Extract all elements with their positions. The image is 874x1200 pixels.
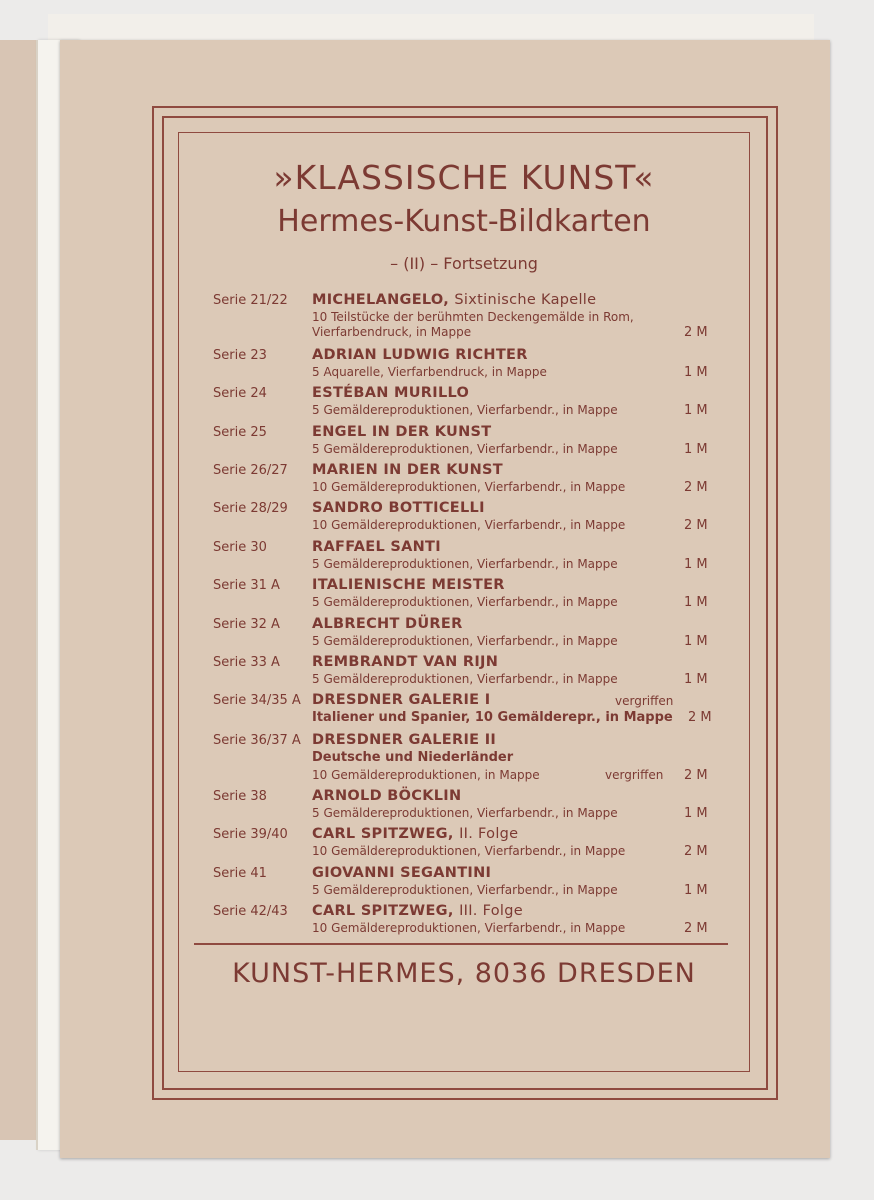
series-title-main: ARNOLD BÖCKLIN bbox=[312, 788, 462, 804]
series-title bbox=[312, 654, 498, 670]
catalog-part: – (II) – Fortsetzung bbox=[390, 254, 538, 273]
series-title bbox=[312, 424, 492, 440]
series-price: 1 M bbox=[684, 557, 708, 572]
series-number: Serie 26/27 bbox=[213, 463, 288, 478]
series-description: 5 Aquarelle, Vierfarbendruck, in Mappe bbox=[312, 365, 547, 379]
series-price: 2 M bbox=[684, 325, 708, 340]
series-description: 5 Gemäldereproduktionen, Vierfarbendr., in Mappe bbox=[312, 595, 618, 609]
series-number: Serie 33 A bbox=[213, 655, 280, 670]
series-price: 1 M bbox=[684, 883, 708, 898]
series-title bbox=[312, 903, 523, 919]
series-price: 1 M bbox=[684, 672, 708, 687]
series-title-main: ESTÉBAN MURILLO bbox=[312, 385, 470, 401]
series-description: 10 Gemäldereproduktionen, in Mappe bbox=[312, 768, 540, 782]
series-number: Serie 25 bbox=[213, 425, 267, 440]
series-title bbox=[312, 616, 463, 632]
series-description: 10 Gemäldereproduktionen, Vierfarbendr., in Mappe bbox=[312, 518, 626, 532]
series-title bbox=[312, 788, 461, 804]
series-number: Serie 31 A bbox=[213, 578, 280, 593]
series-title bbox=[312, 826, 518, 842]
series-title-main: GIOVANNI SEGANTINI bbox=[312, 865, 492, 881]
series-title-main: REMBRANDT VAN RIJN bbox=[312, 654, 499, 670]
availability-note: vergriffen bbox=[605, 768, 664, 782]
series-title bbox=[312, 292, 596, 308]
series-price: 1 M bbox=[684, 365, 708, 380]
series-title bbox=[312, 539, 441, 555]
series-description: Italiener und Spanier, 10 Gemälderepr., in Mappe bbox=[312, 710, 673, 725]
series-title-main: DRESDNER GALERIE I bbox=[312, 692, 491, 708]
series-title-main: ENGEL IN DER KUNST bbox=[312, 424, 492, 440]
series-title-extra: III. Folge bbox=[459, 903, 523, 919]
series-title-main: SANDRO BOTTICELLI bbox=[312, 500, 485, 516]
series-title-extra: II. Folge bbox=[459, 826, 519, 842]
catalog-title: »KLASSISCHE KUNST« bbox=[273, 158, 655, 197]
series-price: 2 M bbox=[684, 921, 708, 936]
series-number: Serie 39/40 bbox=[213, 827, 288, 842]
footer-rule bbox=[194, 943, 728, 945]
series-subtitle: Deutsche und Niederländer bbox=[312, 750, 514, 765]
series-title bbox=[312, 732, 496, 748]
catalog-subtitle: Hermes-Kunst-Bildkarten bbox=[277, 204, 651, 239]
series-number: Serie 36/37 A bbox=[213, 733, 301, 748]
series-description: 5 Gemäldereproduktionen, Vierfarbendr., in Mappe bbox=[312, 806, 618, 820]
series-title bbox=[312, 462, 503, 478]
series-price: 1 M bbox=[684, 403, 708, 418]
series-description: 5 Gemäldereproduktionen, Vierfarbendr., in Mappe bbox=[312, 672, 618, 686]
series-title-main: ITALIENISCHE MEISTER bbox=[312, 577, 505, 593]
series-price: 2 M bbox=[684, 844, 708, 859]
series-price: 1 M bbox=[684, 595, 708, 610]
series-number: Serie 41 bbox=[213, 866, 267, 881]
series-title bbox=[312, 865, 491, 881]
series-description: 10 Teilstücke der berühmten Deckengemälde in Rom, bbox=[312, 310, 634, 324]
series-title-main: CARL SPITZWEG, bbox=[312, 903, 454, 919]
series-title bbox=[312, 500, 485, 516]
availability-note: vergriffen bbox=[615, 694, 674, 708]
catalog-card bbox=[60, 40, 830, 1158]
series-price: 1 M bbox=[684, 442, 708, 457]
series-description: 10 Gemäldereproduktionen, Vierfarbendr., in Mappe bbox=[312, 844, 626, 858]
series-description: 10 Gemäldereproduktionen, Vierfarbendr., in Mappe bbox=[312, 480, 626, 494]
series-number: Serie 38 bbox=[213, 789, 267, 804]
series-number: Serie 34/35 A bbox=[213, 693, 301, 708]
series-description: 5 Gemäldereproduktionen, Vierfarbendr., in Mappe bbox=[312, 442, 618, 456]
series-title-main: MICHELANGELO, bbox=[312, 292, 450, 308]
series-number: Serie 21/22 bbox=[213, 293, 288, 308]
series-description: 5 Gemäldereproduktionen, Vierfarbendr., in Mappe bbox=[312, 883, 618, 897]
series-title bbox=[312, 577, 505, 593]
series-description: 5 Gemäldereproduktionen, Vierfarbendr., in Mappe bbox=[312, 557, 618, 571]
series-description: 10 Gemäldereproduktionen, Vierfarbendr., in Mappe bbox=[312, 921, 626, 935]
series-number: Serie 24 bbox=[213, 386, 267, 401]
series-price: 2 M bbox=[684, 480, 708, 495]
series-number: Serie 32 A bbox=[213, 617, 280, 632]
series-price: 2 M bbox=[684, 768, 708, 783]
series-number: Serie 42/43 bbox=[213, 904, 288, 919]
series-title-extra: Sixtinische Kapelle bbox=[454, 292, 597, 308]
series-number: Serie 28/29 bbox=[213, 501, 288, 516]
series-description: Vierfarbendruck, in Mappe bbox=[312, 325, 472, 339]
series-title-main: RAFFAEL SANTI bbox=[312, 539, 441, 555]
series-title-main: ALBRECHT DÜRER bbox=[312, 616, 463, 632]
series-number: Serie 23 bbox=[213, 348, 267, 363]
series-title-main: CARL SPITZWEG, bbox=[312, 826, 454, 842]
series-number: Serie 30 bbox=[213, 540, 267, 555]
series-title bbox=[312, 347, 528, 363]
series-title-main: DRESDNER GALERIE II bbox=[312, 732, 497, 748]
series-description: 5 Gemäldereproduktionen, Vierfarbendr., in Mappe bbox=[312, 634, 618, 648]
series-title bbox=[312, 692, 490, 708]
series-price: 2 M bbox=[684, 518, 708, 533]
series-description: 5 Gemäldereproduktionen, Vierfarbendr., in Mappe bbox=[312, 403, 618, 417]
publisher-footer: KUNST-HERMES, 8036 DRESDEN bbox=[232, 958, 696, 989]
series-price: 1 M bbox=[684, 806, 708, 821]
series-price: 1 M bbox=[684, 634, 708, 649]
series-price: 2 M bbox=[688, 710, 712, 725]
series-title-main: ADRIAN LUDWIG RICHTER bbox=[312, 347, 528, 363]
series-title bbox=[312, 385, 469, 401]
series-title-main: MARIEN IN DER KUNST bbox=[312, 462, 503, 478]
